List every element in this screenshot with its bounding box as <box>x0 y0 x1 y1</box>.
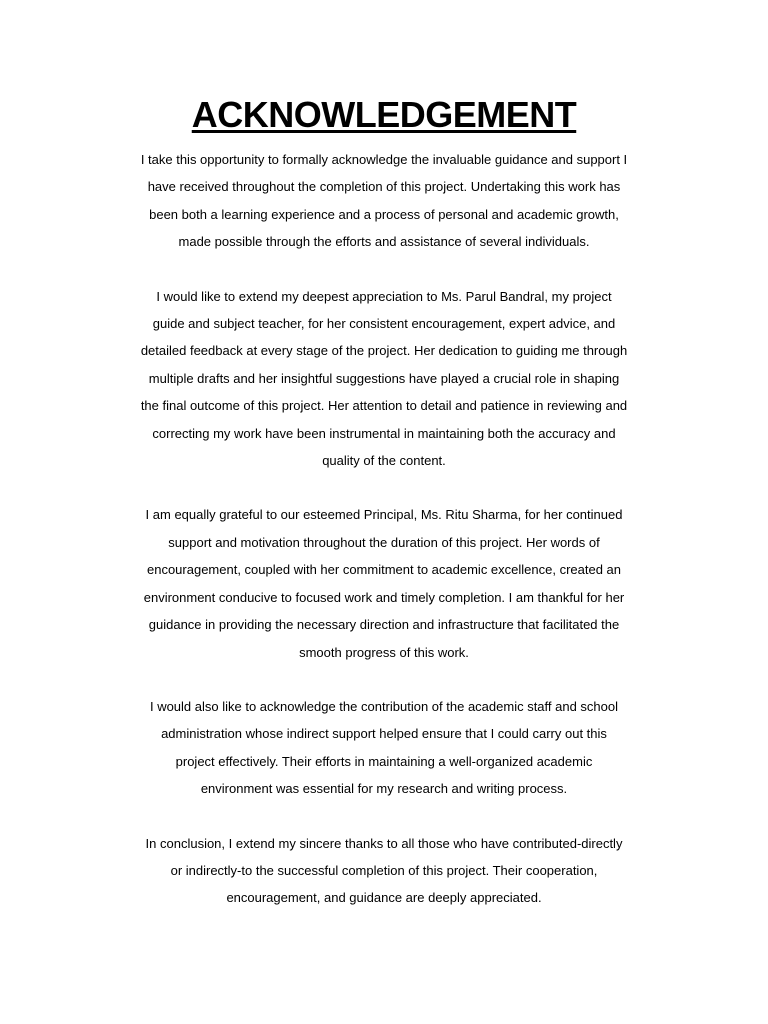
paragraph-staff-thanks: I would also like to acknowledge the contribution of the academic staff and school administration whose indirect support helped ensure that I could carry out this project effectively. Their efforts in maintaining a well-organized academic environment was essential for my research and writing process. <box>149 698 619 797</box>
paragraph-conclusion: In conclusion, I extend my sincere thanks to all those who have contributed-directly or indirectly-to the successful completion of this project. Their cooperation, encouragement, and guidance are deeply appreciated. <box>145 835 623 906</box>
paragraph-intro: I take this opportunity to formally acknowledge the invaluable guidance and support I have received throughout the completion of this project. Undertaking this work has been both a learning experience and a process of personal and academic growth, made possible through the efforts and assistance of several individuals. <box>140 152 628 250</box>
document-body <box>140 146 628 939</box>
paragraph-guide-thanks: I would like to extend my deepest appreciation to Ms. Parul Bandral, my project guide and subject teacher, for her consistent encouragement, expert advice, and detailed feedback at every stage of the project. Her dedication to guiding me through multiple drafts and her insightful suggestions have played a crucial role in shaping the final outcome of this project. Her attention to detail and patience in reviewing and correcting my work have been instrumental in maintaining both the accuracy and quality of the content. <box>140 288 628 469</box>
paragraph-principal-thanks: I am equally grateful to our esteemed Principal, Ms. Ritu Sharma, for her continued support and motivation throughout the duration of this project. Her words of encouragement, coupled with her commitment to academic excellence, created an environment conducive to focused work and timely completion. I am thankful for her guidance in providing the necessary direction and infrastructure that facilitated the smooth progress of this work. <box>143 507 625 660</box>
document-title: ACKNOWLEDGEMENT <box>191 94 577 135</box>
